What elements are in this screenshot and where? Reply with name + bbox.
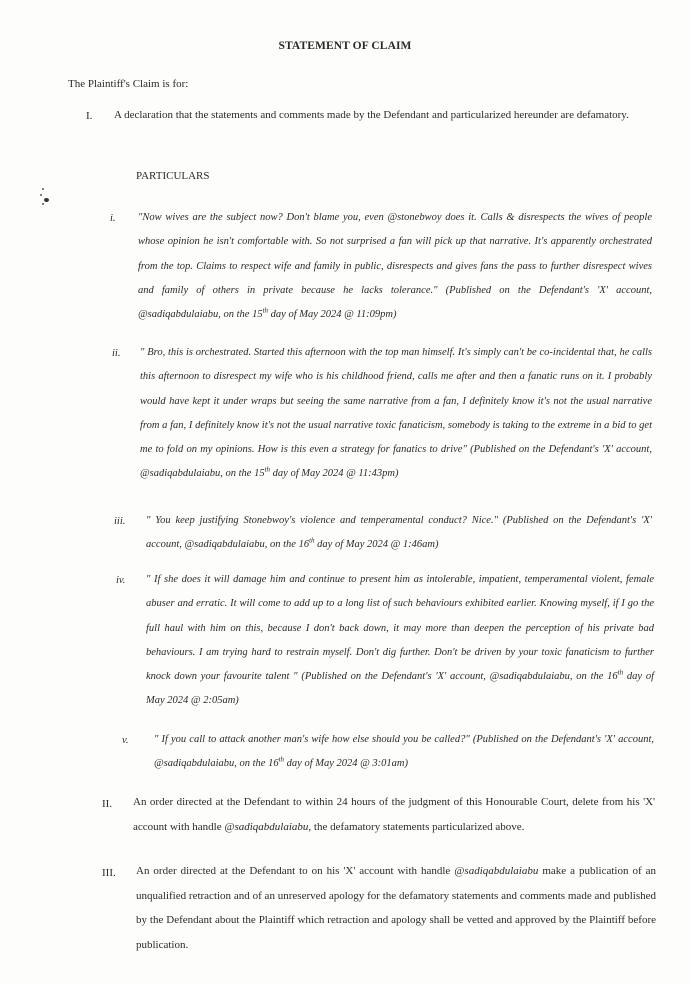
- particular-numeral: v.: [122, 735, 129, 746]
- particular-source: (Published on the Defendant's 'X' account, @sadiqabdulaiabu, on the 15: [138, 284, 652, 321]
- particular-source-end: day of May 2024 @ 2:05am): [146, 671, 654, 707]
- claim-text: A declaration that the statements and comments made by the Defendant and particularized hereunder are defamatory.: [114, 109, 629, 121]
- particular-numeral: iii.: [114, 516, 126, 527]
- ordinal-suffix: th: [278, 755, 285, 764]
- particular-source: (Published on the Defendant's 'X' account, @sadiqabdulaiabu, on the 15: [140, 444, 652, 480]
- claim-text-start: An order directed at the Defendant to on his 'X' account with handle: [136, 865, 455, 877]
- particular-quote: " If you call to attack another man's wife how else should you be called?": [154, 734, 470, 745]
- claim-text-end: , the defamatory statements particularized above.: [308, 820, 525, 833]
- ordinal-suffix: th: [264, 465, 271, 474]
- particular-item: [146, 568, 654, 714]
- ordinal-suffix: th: [262, 306, 269, 315]
- claim-text-end: make a publication of an unqualified retraction and of an unreserved apology for the defamatory statements and comments made and published by the Defendant about the Plaintiff which retraction and apology shall be vetted and approved by the Plaintiff before publication.: [136, 865, 656, 951]
- particular-source: (Published on the Defendant's 'X' account, @sadiqabdulaiabu, on the 16: [297, 671, 618, 683]
- particular-quote: " If she does it will damage him and continue to present him as intolerable, impatient, temperamental violent, female abuser and erratic. It will come to add up to a long list of such behaviours exhibited earlier. Knowing myself, if I go the full haul with him on this, because I don't back down, it may more than deepen the perception of his private bad behaviours. I am trying hard to restrain myself. Don't dig further. Don't be driven by your toxic fanaticism to further knock down your favourite talent ": [146, 574, 654, 683]
- particular-quote: "Now wives are the subject now? Don't blame you, even @stonebwoy does it. Calls & disrespects the wives of people whose opinion he isn't comfortable with. So not surprised a fan will pick up that narrative. It's apparently orchestrated from the top. Claims to respect wife and family in public, disrespects and gives fans the pass to further disrespect wives and family of others in private because he lacks tolerance.": [138, 212, 652, 296]
- particular-numeral: i.: [110, 213, 116, 224]
- particular-item: [138, 206, 652, 327]
- claim-text-start: An order directed at the Defendant to within 24 hours of the judgment of this Honourable Court, delete from his 'X' account with handle: [133, 796, 655, 833]
- particular-source-end: day of May 2024 @ 11:09pm): [268, 309, 397, 321]
- particular-numeral: ii.: [112, 348, 121, 359]
- claim-text: [133, 790, 655, 839]
- particular-item: [154, 728, 654, 777]
- ordinal-suffix: th: [617, 668, 624, 677]
- account-handle: @sadiqabdulaiabu: [224, 820, 309, 833]
- particular-quote: " You keep justifying Stonebwoy's violence and temperamental conduct? Nice.": [146, 515, 498, 526]
- claim-text: [136, 859, 656, 957]
- particular-source: (Published on the Defendant's 'X' account, @sadiqabdulaiabu, on the 16: [154, 734, 654, 770]
- document-title: STATEMENT OF CLAIM: [278, 40, 412, 52]
- particular-item: [140, 341, 652, 487]
- account-handle: @sadiqabdulaiabu: [454, 865, 539, 877]
- particulars-heading: PARTICULARS: [136, 170, 210, 182]
- particular-source-end: day of May 2024 @ 11:43pm): [270, 468, 399, 480]
- particular-item: [146, 509, 652, 558]
- scan-speck-mark: [38, 186, 52, 208]
- claim-numeral: III.: [102, 867, 116, 879]
- particular-source: (Published on the Defendant's 'X' account, @sadiqabdulaiabu, on the 16: [146, 515, 652, 551]
- claim-numeral: I.: [86, 110, 93, 122]
- particular-quote: " Bro, this is orchestrated. Started this afternoon with the top man himself. It's simply can't be co-incidental that, he calls this afternoon to disrespect my wife who is his childhood friend, calls me after and then a fanatic runs on it. I probably would have kept it under wraps but seeing the same narrative from a fan, I definitely know it's not the usual narrative from a fan, I definitely know it's not the usual narrative toxic fanaticism, somebody is taking to the extreme in a bid to get me to fold on my opinions. How is this even a strategy for fanatics to drive": [140, 347, 652, 456]
- particular-source-end: day of May 2024 @ 1:46am): [314, 539, 439, 551]
- claim-numeral: II.: [102, 798, 113, 810]
- claim-intro: The Plaintiff's Claim is for:: [68, 78, 189, 90]
- ordinal-suffix: th: [309, 536, 315, 545]
- particular-numeral: iv.: [116, 575, 126, 586]
- particular-source-end: day of May 2024 @ 3:01am): [284, 758, 409, 770]
